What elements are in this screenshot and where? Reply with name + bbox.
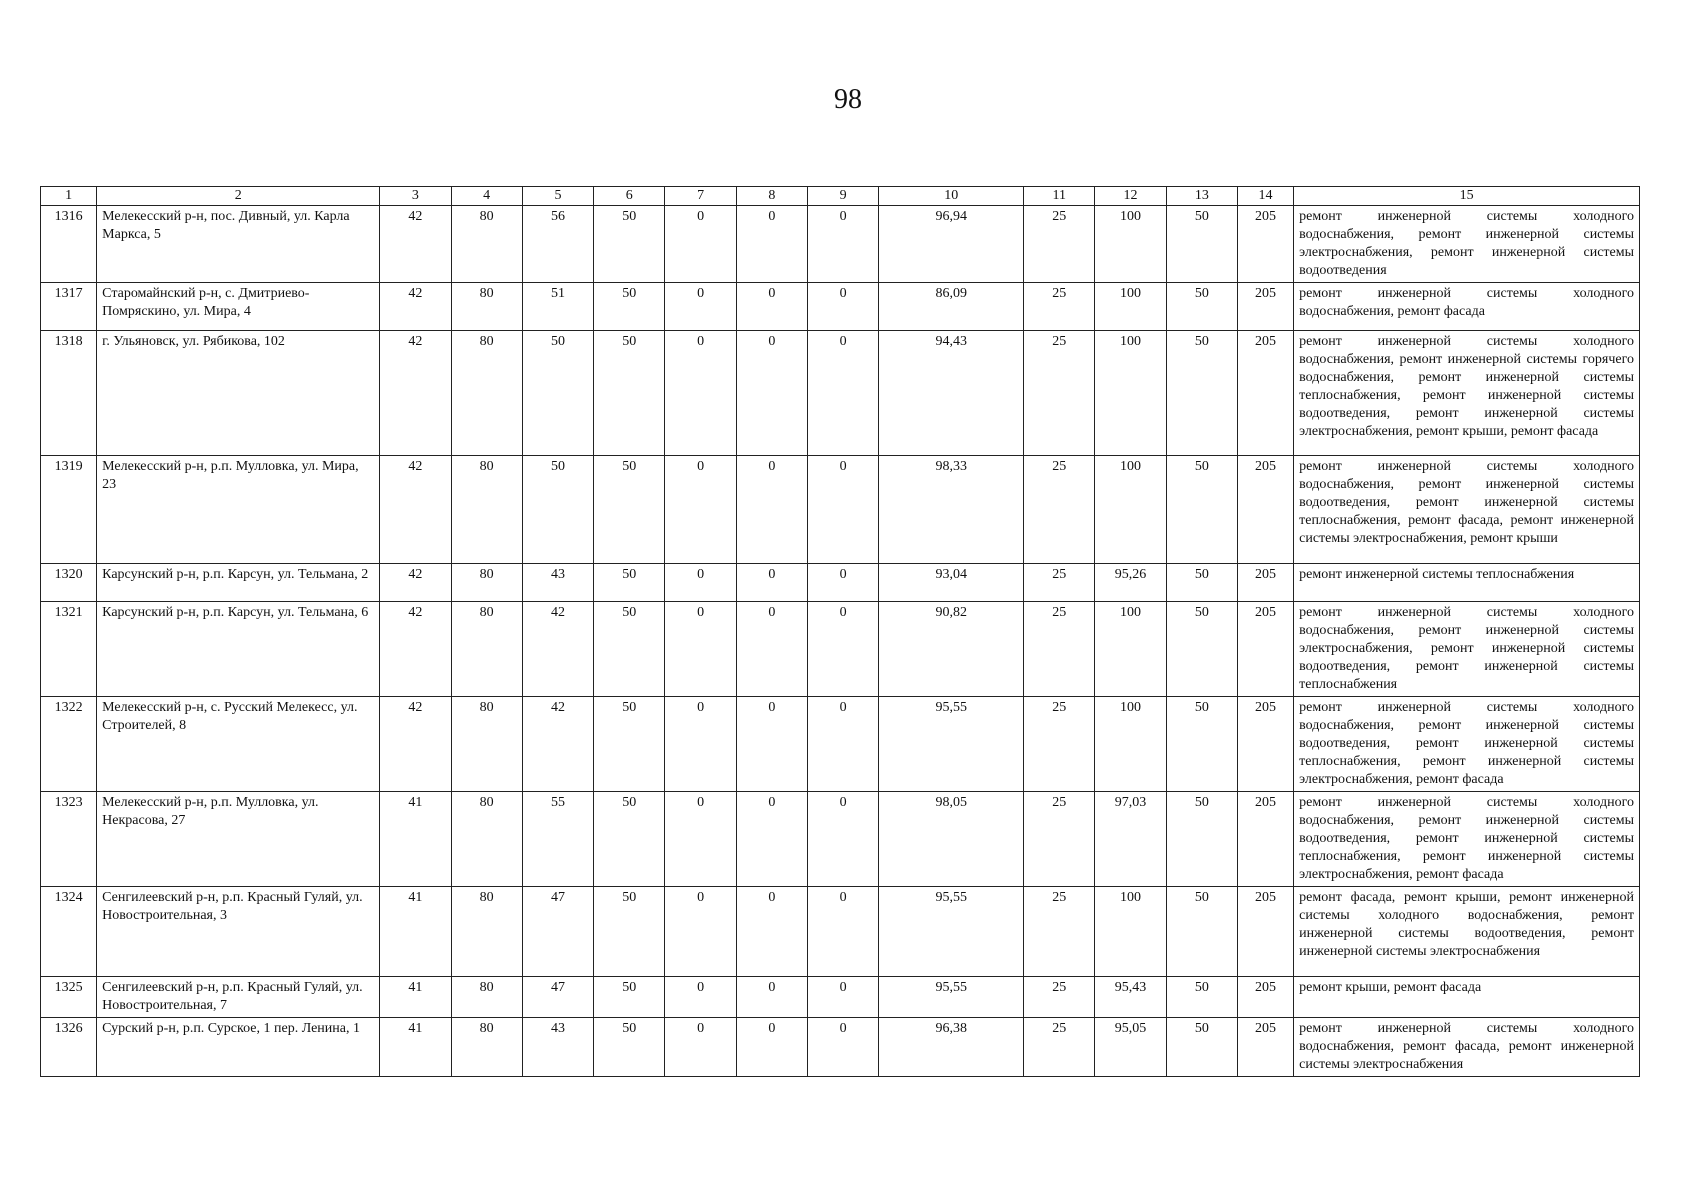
value-cell: 0 bbox=[808, 283, 879, 331]
value-cell: 93,04 bbox=[879, 564, 1024, 602]
value-cell: 80 bbox=[451, 206, 522, 283]
value-cell: 205 bbox=[1237, 564, 1293, 602]
value-cell: 80 bbox=[451, 602, 522, 697]
column-header: 7 bbox=[665, 187, 736, 206]
value-cell: 0 bbox=[808, 602, 879, 697]
works-cell: ремонт инженерной системы холодного водоснабжения, ремонт инженерной системы водоотведения, ремонт инженерной системы теплоснабжения, ремонт инженерной системы электроснабжения, ремонт фасада bbox=[1294, 792, 1640, 887]
value-cell: 0 bbox=[665, 206, 736, 283]
value-cell: 50 bbox=[1166, 977, 1237, 1018]
value-cell: 50 bbox=[594, 887, 665, 977]
column-header: 4 bbox=[451, 187, 522, 206]
table-row bbox=[41, 283, 1640, 331]
value-cell: 205 bbox=[1237, 456, 1293, 564]
address-cell: Сенгилеевский р-н, р.п. Красный Гуляй, ул. Новостроительная, 7 bbox=[97, 977, 380, 1018]
works-cell: ремонт инженерной системы холодного водоснабжения, ремонт инженерной системы электроснабжения, ремонт инженерной системы водоотведения bbox=[1294, 206, 1640, 283]
value-cell: 205 bbox=[1237, 283, 1293, 331]
row-number: 1320 bbox=[41, 564, 97, 602]
table-row bbox=[41, 331, 1640, 456]
value-cell: 43 bbox=[522, 1018, 593, 1077]
value-cell: 25 bbox=[1024, 887, 1095, 977]
value-cell: 50 bbox=[1166, 697, 1237, 792]
value-cell: 205 bbox=[1237, 331, 1293, 456]
value-cell: 25 bbox=[1024, 456, 1095, 564]
value-cell: 95,55 bbox=[879, 887, 1024, 977]
column-header: 14 bbox=[1237, 187, 1293, 206]
value-cell: 100 bbox=[1095, 602, 1166, 697]
row-number: 1318 bbox=[41, 331, 97, 456]
column-header: 13 bbox=[1166, 187, 1237, 206]
value-cell: 41 bbox=[380, 887, 451, 977]
column-header: 2 bbox=[97, 187, 380, 206]
value-cell: 0 bbox=[736, 456, 807, 564]
value-cell: 50 bbox=[594, 977, 665, 1018]
address-cell: г. Ульяновск, ул. Рябикова, 102 bbox=[97, 331, 380, 456]
value-cell: 80 bbox=[451, 564, 522, 602]
row-number: 1323 bbox=[41, 792, 97, 887]
column-header: 10 bbox=[879, 187, 1024, 206]
value-cell: 42 bbox=[380, 283, 451, 331]
row-number: 1319 bbox=[41, 456, 97, 564]
address-cell: Карсунский р-н, р.п. Карсун, ул. Тельмана, 6 bbox=[97, 602, 380, 697]
value-cell: 205 bbox=[1237, 206, 1293, 283]
value-cell: 25 bbox=[1024, 206, 1095, 283]
table-row bbox=[41, 792, 1640, 887]
value-cell: 0 bbox=[665, 792, 736, 887]
address-cell: Старомайнский р-н, с. Дмитриево-Помряскино, ул. Мира, 4 bbox=[97, 283, 380, 331]
table-row bbox=[41, 1018, 1640, 1077]
value-cell: 0 bbox=[665, 602, 736, 697]
value-cell: 205 bbox=[1237, 1018, 1293, 1077]
works-cell: ремонт крыши, ремонт фасада bbox=[1294, 977, 1640, 1018]
value-cell: 100 bbox=[1095, 697, 1166, 792]
value-cell: 50 bbox=[594, 564, 665, 602]
value-cell: 0 bbox=[808, 792, 879, 887]
value-cell: 98,33 bbox=[879, 456, 1024, 564]
value-cell: 0 bbox=[736, 887, 807, 977]
value-cell: 50 bbox=[594, 283, 665, 331]
value-cell: 80 bbox=[451, 887, 522, 977]
register-table bbox=[40, 186, 1640, 1077]
value-cell: 96,38 bbox=[879, 1018, 1024, 1077]
value-cell: 95,05 bbox=[1095, 1018, 1166, 1077]
value-cell: 0 bbox=[808, 887, 879, 977]
works-cell: ремонт инженерной системы холодного водоснабжения, ремонт фасада, ремонт инженерной системы электроснабжения bbox=[1294, 1018, 1640, 1077]
value-cell: 100 bbox=[1095, 456, 1166, 564]
column-header: 5 bbox=[522, 187, 593, 206]
value-cell: 50 bbox=[594, 456, 665, 564]
value-cell: 50 bbox=[522, 456, 593, 564]
address-cell: Сенгилеевский р-н, р.п. Красный Гуляй, ул. Новостроительная, 3 bbox=[97, 887, 380, 977]
value-cell: 50 bbox=[1166, 792, 1237, 887]
value-cell: 80 bbox=[451, 456, 522, 564]
value-cell: 50 bbox=[594, 206, 665, 283]
column-header: 9 bbox=[808, 187, 879, 206]
value-cell: 80 bbox=[451, 977, 522, 1018]
value-cell: 25 bbox=[1024, 283, 1095, 331]
value-cell: 0 bbox=[736, 564, 807, 602]
value-cell: 90,82 bbox=[879, 602, 1024, 697]
value-cell: 25 bbox=[1024, 564, 1095, 602]
value-cell: 80 bbox=[451, 331, 522, 456]
value-cell: 25 bbox=[1024, 602, 1095, 697]
value-cell: 0 bbox=[665, 697, 736, 792]
value-cell: 80 bbox=[451, 1018, 522, 1077]
address-cell: Мелекесский р-н, р.п. Мулловка, ул. Мира, 23 bbox=[97, 456, 380, 564]
address-cell: Мелекесский р-н, пос. Дивный, ул. Карла Маркса, 5 bbox=[97, 206, 380, 283]
column-header: 8 bbox=[736, 187, 807, 206]
value-cell: 0 bbox=[665, 283, 736, 331]
row-number: 1321 bbox=[41, 602, 97, 697]
value-cell: 55 bbox=[522, 792, 593, 887]
value-cell: 205 bbox=[1237, 887, 1293, 977]
value-cell: 95,43 bbox=[1095, 977, 1166, 1018]
value-cell: 0 bbox=[736, 331, 807, 456]
value-cell: 50 bbox=[1166, 206, 1237, 283]
value-cell: 100 bbox=[1095, 206, 1166, 283]
table-row bbox=[41, 977, 1640, 1018]
value-cell: 100 bbox=[1095, 887, 1166, 977]
value-cell: 42 bbox=[522, 602, 593, 697]
row-number: 1322 bbox=[41, 697, 97, 792]
value-cell: 42 bbox=[380, 602, 451, 697]
value-cell: 205 bbox=[1237, 602, 1293, 697]
value-cell: 0 bbox=[736, 283, 807, 331]
value-cell: 0 bbox=[808, 206, 879, 283]
value-cell: 0 bbox=[736, 602, 807, 697]
address-cell: Карсунский р-н, р.п. Карсун, ул. Тельмана, 2 bbox=[97, 564, 380, 602]
column-header: 6 bbox=[594, 187, 665, 206]
value-cell: 50 bbox=[1166, 602, 1237, 697]
value-cell: 205 bbox=[1237, 697, 1293, 792]
table-row bbox=[41, 206, 1640, 283]
value-cell: 50 bbox=[594, 331, 665, 456]
value-cell: 205 bbox=[1237, 977, 1293, 1018]
value-cell: 0 bbox=[736, 792, 807, 887]
value-cell: 97,03 bbox=[1095, 792, 1166, 887]
column-header: 1 bbox=[41, 187, 97, 206]
value-cell: 41 bbox=[380, 977, 451, 1018]
table-row bbox=[41, 887, 1640, 977]
value-cell: 42 bbox=[380, 206, 451, 283]
value-cell: 50 bbox=[594, 697, 665, 792]
value-cell: 98,05 bbox=[879, 792, 1024, 887]
value-cell: 0 bbox=[808, 564, 879, 602]
value-cell: 95,55 bbox=[879, 977, 1024, 1018]
value-cell: 0 bbox=[808, 331, 879, 456]
address-cell: Мелекесский р-н, р.п. Мулловка, ул. Некрасова, 27 bbox=[97, 792, 380, 887]
column-header: 15 bbox=[1294, 187, 1640, 206]
value-cell: 25 bbox=[1024, 697, 1095, 792]
value-cell: 50 bbox=[1166, 283, 1237, 331]
column-header: 12 bbox=[1095, 187, 1166, 206]
value-cell: 100 bbox=[1095, 283, 1166, 331]
value-cell: 25 bbox=[1024, 977, 1095, 1018]
value-cell: 56 bbox=[522, 206, 593, 283]
value-cell: 0 bbox=[665, 887, 736, 977]
value-cell: 100 bbox=[1095, 331, 1166, 456]
value-cell: 80 bbox=[451, 792, 522, 887]
works-cell: ремонт инженерной системы холодного водоснабжения, ремонт инженерной системы водоотведения, ремонт инженерной системы теплоснабжения, ремонт инженерной системы электроснабжения, ремонт фасада bbox=[1294, 697, 1640, 792]
value-cell: 86,09 bbox=[879, 283, 1024, 331]
value-cell: 25 bbox=[1024, 1018, 1095, 1077]
value-cell: 0 bbox=[808, 977, 879, 1018]
address-cell: Сурский р-н, р.п. Сурское, 1 пер. Ленина, 1 bbox=[97, 1018, 380, 1077]
value-cell: 42 bbox=[380, 331, 451, 456]
value-cell: 0 bbox=[808, 456, 879, 564]
value-cell: 50 bbox=[1166, 564, 1237, 602]
value-cell: 50 bbox=[594, 1018, 665, 1077]
value-cell: 0 bbox=[665, 1018, 736, 1077]
value-cell: 50 bbox=[1166, 456, 1237, 564]
column-header: 11 bbox=[1024, 187, 1095, 206]
works-cell: ремонт фасада, ремонт крыши, ремонт инженерной системы холодного водоснабжения, ремонт инженерной системы водоотведения, ремонт инженерной системы электроснабжения bbox=[1294, 887, 1640, 977]
value-cell: 0 bbox=[808, 697, 879, 792]
value-cell: 205 bbox=[1237, 792, 1293, 887]
value-cell: 41 bbox=[380, 1018, 451, 1077]
value-cell: 47 bbox=[522, 977, 593, 1018]
value-cell: 95,26 bbox=[1095, 564, 1166, 602]
value-cell: 25 bbox=[1024, 331, 1095, 456]
row-number: 1316 bbox=[41, 206, 97, 283]
works-cell: ремонт инженерной системы холодного водоснабжения, ремонт фасада bbox=[1294, 283, 1640, 331]
works-cell: ремонт инженерной системы холодного водоснабжения, ремонт инженерной системы электроснабжения, ремонт инженерной системы водоотведения, ремонт инженерной системы теплоснабжения bbox=[1294, 602, 1640, 697]
value-cell: 51 bbox=[522, 283, 593, 331]
value-cell: 0 bbox=[665, 456, 736, 564]
value-cell: 50 bbox=[1166, 887, 1237, 977]
page-number: 98 bbox=[834, 84, 862, 115]
value-cell: 50 bbox=[594, 792, 665, 887]
value-cell: 41 bbox=[380, 792, 451, 887]
address-cell: Мелекесский р-н, с. Русский Мелекесс, ул. Строителей, 8 bbox=[97, 697, 380, 792]
value-cell: 50 bbox=[522, 331, 593, 456]
column-number-row bbox=[41, 187, 1640, 206]
value-cell: 50 bbox=[1166, 1018, 1237, 1077]
row-number: 1326 bbox=[41, 1018, 97, 1077]
value-cell: 0 bbox=[665, 331, 736, 456]
value-cell: 80 bbox=[451, 697, 522, 792]
value-cell: 42 bbox=[380, 564, 451, 602]
value-cell: 94,43 bbox=[879, 331, 1024, 456]
value-cell: 0 bbox=[736, 206, 807, 283]
value-cell: 25 bbox=[1024, 792, 1095, 887]
value-cell: 95,55 bbox=[879, 697, 1024, 792]
table-row bbox=[41, 456, 1640, 564]
table-row bbox=[41, 564, 1640, 602]
value-cell: 50 bbox=[594, 602, 665, 697]
value-cell: 43 bbox=[522, 564, 593, 602]
value-cell: 42 bbox=[380, 697, 451, 792]
row-number: 1325 bbox=[41, 977, 97, 1018]
works-cell: ремонт инженерной системы холодного водоснабжения, ремонт инженерной системы водоотведения, ремонт инженерной системы теплоснабжения, ремонт фасада, ремонт инженерной системы электроснабжения, ремонт крыши bbox=[1294, 456, 1640, 564]
value-cell: 42 bbox=[380, 456, 451, 564]
value-cell: 0 bbox=[736, 1018, 807, 1077]
table-row bbox=[41, 697, 1640, 792]
value-cell: 47 bbox=[522, 887, 593, 977]
value-cell: 80 bbox=[451, 283, 522, 331]
table-row bbox=[41, 602, 1640, 697]
row-number: 1317 bbox=[41, 283, 97, 331]
value-cell: 0 bbox=[736, 977, 807, 1018]
column-header: 3 bbox=[380, 187, 451, 206]
works-cell: ремонт инженерной системы холодного водоснабжения, ремонт инженерной системы горячего водоснабжения, ремонт инженерной системы теплоснабжения, ремонт инженерной системы водоотведения, ремонт инженерной системы электроснабжения, ремонт крыши, ремонт фасада bbox=[1294, 331, 1640, 456]
works-cell: ремонт инженерной системы теплоснабжения bbox=[1294, 564, 1640, 602]
value-cell: 42 bbox=[522, 697, 593, 792]
value-cell: 50 bbox=[1166, 331, 1237, 456]
value-cell: 0 bbox=[665, 564, 736, 602]
row-number: 1324 bbox=[41, 887, 97, 977]
value-cell: 0 bbox=[665, 977, 736, 1018]
value-cell: 0 bbox=[808, 1018, 879, 1077]
value-cell: 96,94 bbox=[879, 206, 1024, 283]
value-cell: 0 bbox=[736, 697, 807, 792]
